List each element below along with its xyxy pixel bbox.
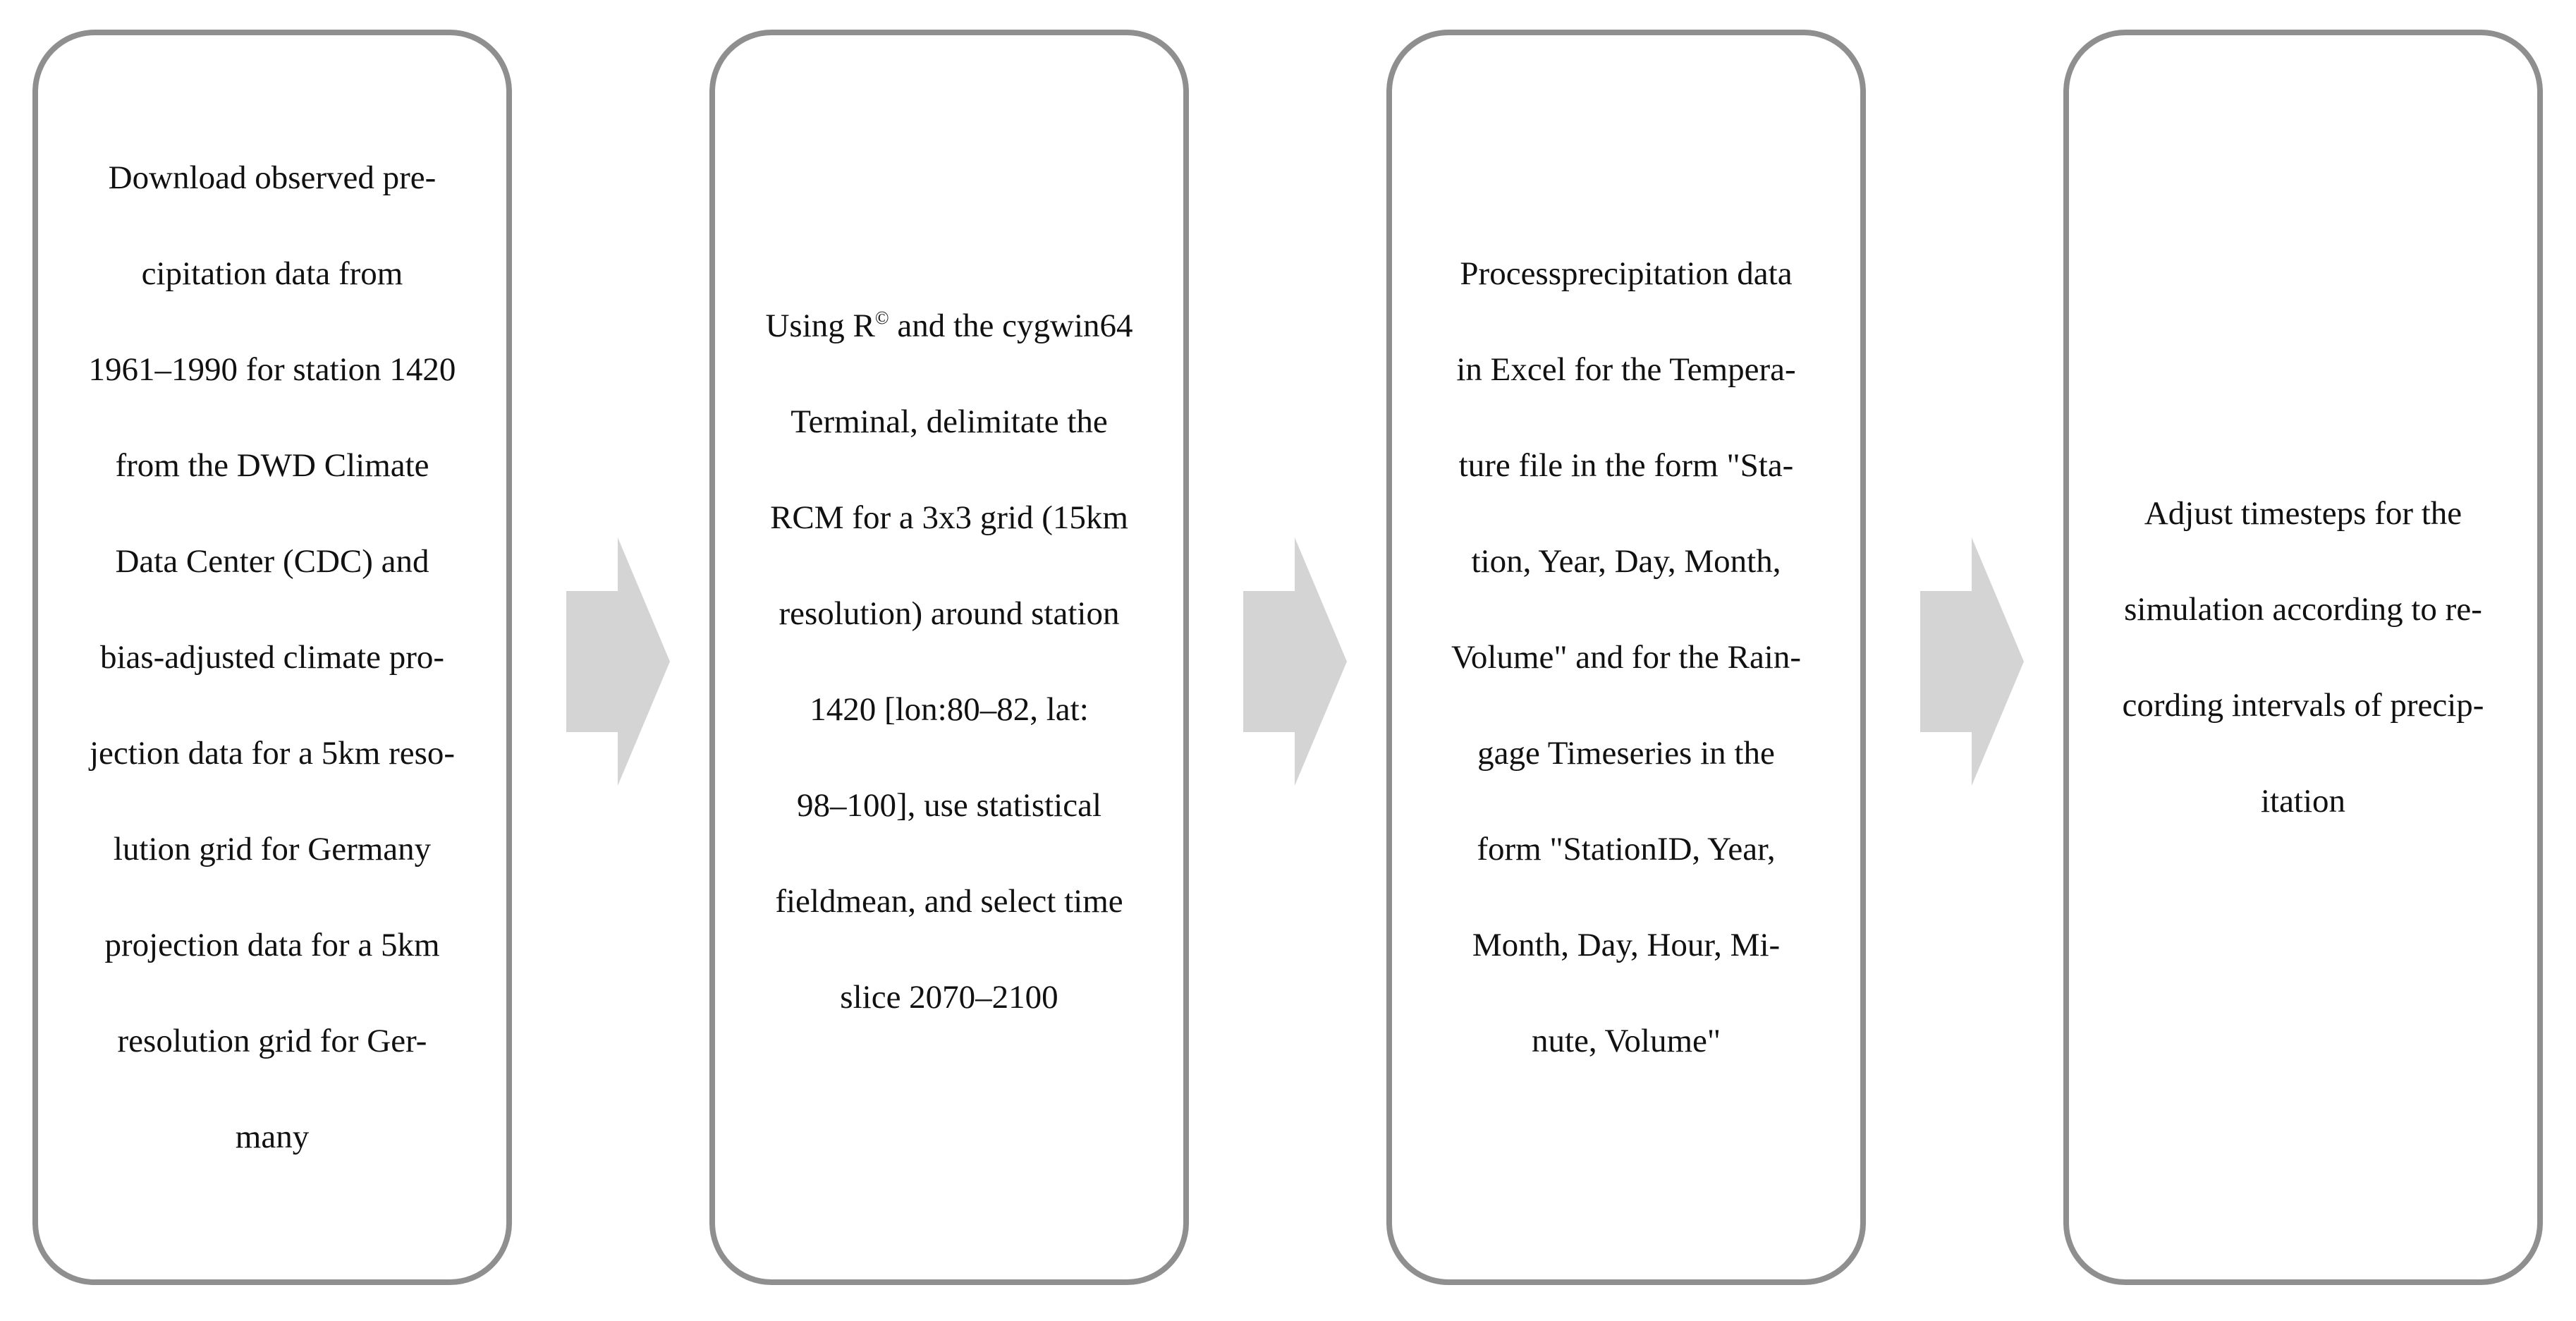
step-line: resolution grid for Ger-	[117, 1023, 427, 1059]
step-box-download-data	[32, 30, 512, 1285]
step-text-download-data	[89, 130, 456, 1185]
step-box-process-excel	[1386, 30, 1866, 1285]
step-line: 98–100], use statistical	[796, 786, 1102, 824]
step-line: projection data for a 5km	[104, 927, 440, 963]
step-box-delimitate-rcm	[709, 30, 1189, 1285]
arrow-right-icon	[1243, 537, 1347, 786]
step-line: Processprecipitation data	[1460, 255, 1793, 292]
arrow-right-icon	[566, 537, 670, 786]
step-line: bias-adjusted climate pro-	[99, 639, 445, 676]
step-line: 1961–1990 for station 1420	[88, 351, 456, 388]
step-line: Adjust timesteps for the	[2144, 495, 2462, 532]
step-line: Volume" and for the Rain-	[1451, 639, 1802, 676]
step-line: fieldmean, and select time	[775, 882, 1123, 920]
step-line: RCM for a 3x3 grid (15km	[770, 499, 1128, 536]
step-line: Download observed pre-	[108, 159, 437, 196]
step-line: cording intervals of precip-	[2122, 687, 2484, 724]
step-text-process-excel	[1451, 226, 1801, 1089]
step-line: gage Timeseries in the	[1477, 735, 1775, 772]
step-line: ture file in the form "Sta-	[1458, 447, 1794, 484]
step-box-adjust-timesteps	[2063, 30, 2543, 1285]
r-text: Using R	[765, 307, 875, 344]
step-line: jection data for a 5km reso-	[89, 735, 456, 772]
step-line: itation	[2260, 783, 2346, 820]
step-line: in Excel for the Tempera-	[1456, 351, 1796, 388]
step-line: simulation according to re-	[2124, 591, 2482, 628]
step-line: resolution) around station	[779, 595, 1120, 632]
cygwin-text: and the cygwin64	[889, 307, 1133, 344]
step-line: cipitation data from	[141, 255, 403, 292]
step-text-adjust-timesteps	[2123, 465, 2484, 849]
step-line: from the DWD Climate	[115, 447, 429, 484]
step-line: Month, Day, Hour, Mi-	[1472, 927, 1781, 963]
step-line: Terminal, delimitate the	[790, 403, 1108, 440]
copyright-sup: ©	[874, 307, 889, 328]
step-line: tion, Year, Day, Month,	[1471, 543, 1781, 580]
step-line: lution grid for Germany	[113, 831, 432, 868]
step-line	[765, 270, 1133, 374]
arrow-right-icon	[1920, 537, 2024, 786]
step-line: many	[235, 1119, 310, 1155]
step-line: 1420 [lon:80–82, lat:	[810, 690, 1089, 728]
step-line: Data Center (CDC) and	[115, 543, 429, 580]
step-line: slice 2070–2100	[840, 978, 1058, 1016]
step-text-delimitate-rcm	[765, 270, 1133, 1045]
step-line: nute, Volume"	[1531, 1023, 1721, 1059]
step-line: form "StationID, Year,	[1477, 831, 1776, 868]
